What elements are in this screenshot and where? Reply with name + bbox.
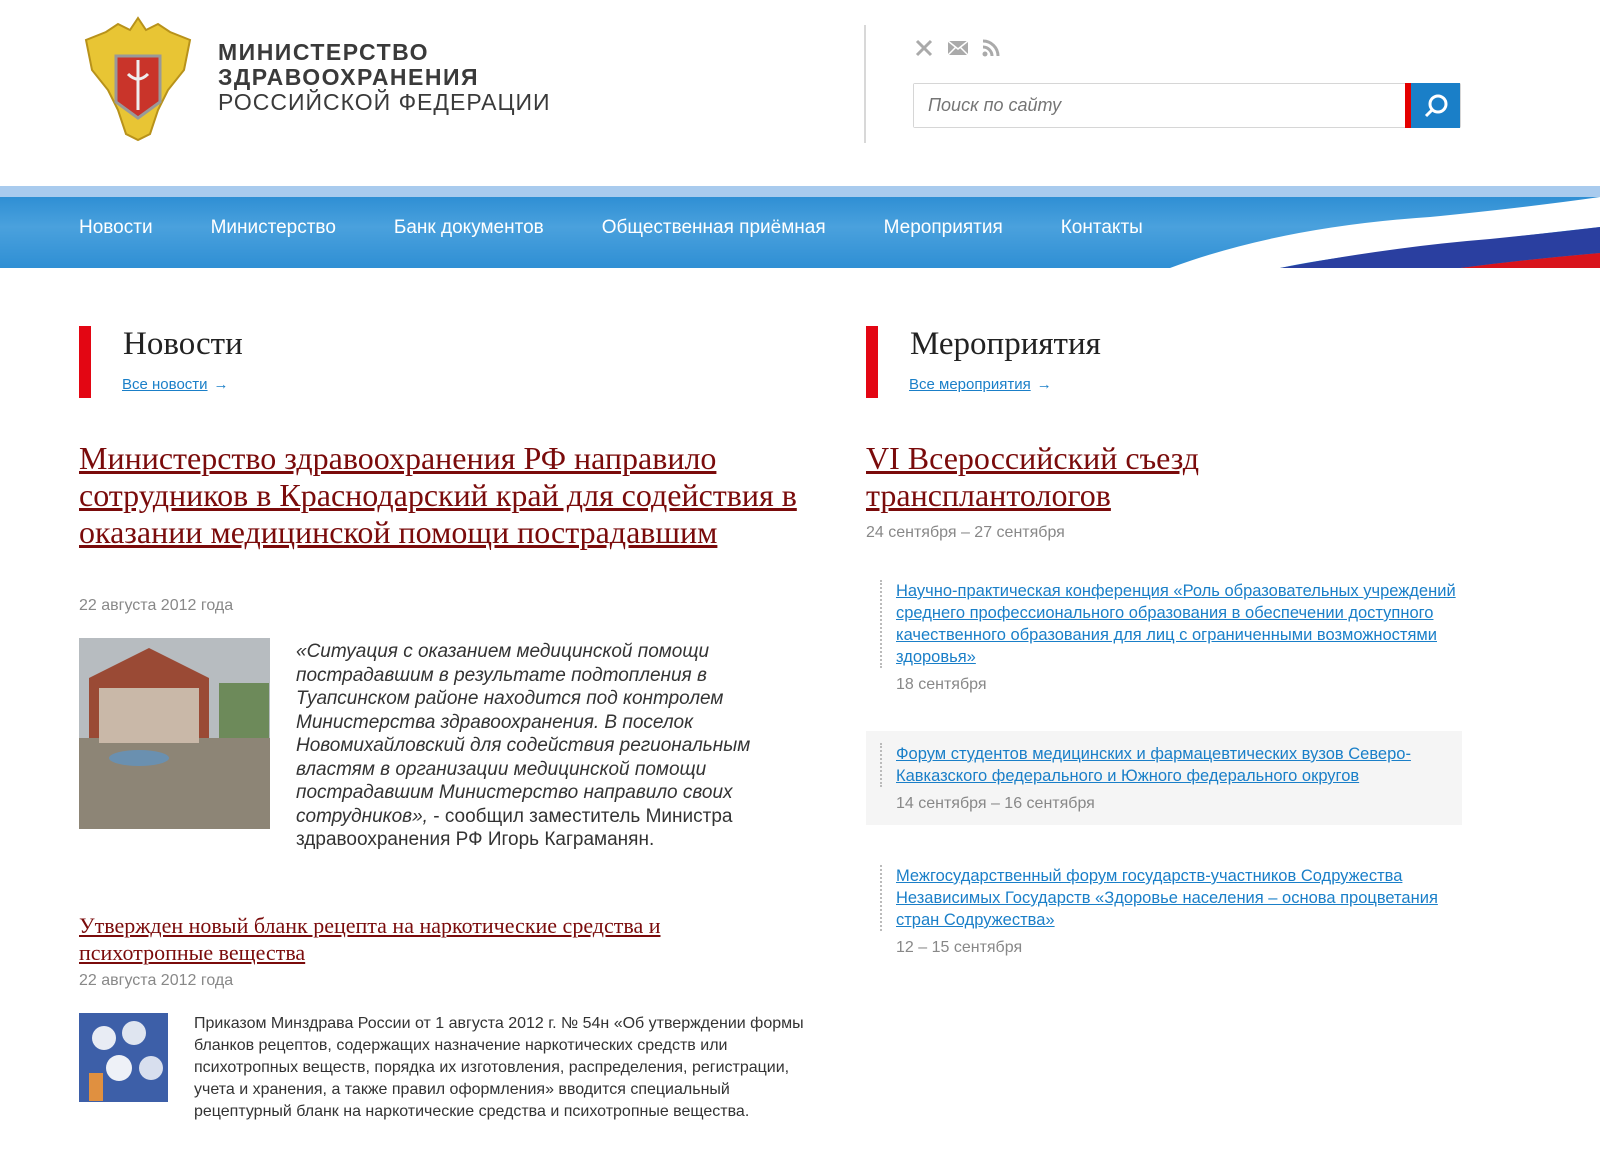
- ministry-name: [218, 40, 551, 115]
- nav-ministry[interactable]: Министерство: [210, 217, 336, 238]
- event-date: 14 сентября – 16 сентября: [896, 795, 1095, 812]
- ministry-emblem-logo[interactable]: [78, 10, 198, 142]
- arrow-right-icon: →: [1036, 376, 1052, 393]
- second-news-date: 22 августа 2012 года: [79, 972, 234, 989]
- brand-line-2: ЗДРАВООХРАНЕНИЯ: [218, 64, 480, 90]
- quote-attribution: - сообщил заместитель Министра здравоохранения РФ Игорь Каграманян.: [296, 805, 733, 850]
- brand-line-3: РОССИЙСКОЙ ФЕДЕРАЦИИ: [218, 89, 551, 115]
- main-news-date: 22 августа 2012 года: [79, 597, 234, 614]
- flood-photo[interactable]: [79, 638, 270, 829]
- event-link[interactable]: Межгосударственный форум государств-участников Содружества Независимых Государств «Здоровье населения – основа процветания стран Содружества»: [880, 865, 1462, 931]
- main-event-headline[interactable]: VI Всероссийский съезд трансплантологов: [866, 440, 1200, 513]
- all-news-link[interactable]: Все новости: [122, 376, 208, 393]
- main-event-date: 24 сентября – 27 сентября: [866, 524, 1065, 541]
- events-section-marker: [866, 326, 878, 398]
- nav-contacts[interactable]: Контакты: [1060, 217, 1143, 238]
- event-date: 18 сентября: [896, 676, 987, 693]
- mail-icon[interactable]: [947, 38, 969, 58]
- event-item: [866, 568, 1462, 706]
- nav-events[interactable]: Мероприятия: [883, 217, 1003, 238]
- header-divider: [864, 25, 866, 143]
- search-button[interactable]: [1405, 83, 1460, 128]
- events-section-title: Мероприятия: [910, 326, 1101, 362]
- search-input[interactable]: [914, 84, 1405, 127]
- main-news-quote: [296, 640, 806, 852]
- event-item: [866, 853, 1462, 969]
- search-icon: [1423, 93, 1449, 119]
- nav-news[interactable]: Новости: [79, 217, 153, 238]
- russian-flag-decoration: [1130, 197, 1600, 268]
- second-news-headline[interactable]: Утвержден новый бланк рецепта на наркотические средства и психотропные вещества: [79, 913, 661, 965]
- nav-reception[interactable]: Общественная приёмная: [601, 217, 826, 238]
- rss-icon[interactable]: [981, 38, 1003, 58]
- news-section-title: Новости: [123, 326, 243, 362]
- brand-line-1: МИНИСТЕРСТВО: [218, 39, 430, 65]
- all-events-link[interactable]: Все мероприятия: [909, 376, 1031, 393]
- sitemap-icon[interactable]: [913, 38, 935, 58]
- nav-documents[interactable]: Банк документов: [393, 217, 544, 238]
- event-date: 12 – 15 сентября: [896, 939, 1023, 956]
- event-link[interactable]: Научно-практическая конференция «Роль образовательных учреждений среднего профессионального образования в обеспечении доступного качественного образования для лиц с ограниченными возможностями здоровья»: [880, 580, 1462, 668]
- event-link[interactable]: Форум студентов медицинских и фармацевтических вузов Северо-Кавказского федерального и Южного федерального округов: [880, 743, 1462, 787]
- arrow-right-icon: →: [213, 376, 229, 393]
- quote-text: «Ситуация с оказанием медицинской помощи пострадавшим в результате подтопления в Туапсинском районе находится под контролем Министерства здравоохранения. В поселок Новомихайловский для содействия региональным властям в организации медицинской помощи пострадавшим Министерство направило своих сотрудников»,: [296, 641, 751, 827]
- second-news-body: Приказом Минздрава России от 1 августа 2012 г. № 54н «Об утверждении формы бланков рецептов, содержащих назначение наркотических средств или психотропных веществ, порядка их изготовления, распределения, регистрации, учета и хранения, а также правил оформления» вводится специальный рецептурный бланк на наркотические средства и психотропные вещества.: [194, 1015, 804, 1120]
- search-box: [913, 83, 1461, 128]
- event-item: [866, 731, 1462, 825]
- main-news-headline[interactable]: Министерство здравоохранения РФ направило сотрудников в Краснодарский край для содействия в оказании медицинской помощи пострадавшим: [79, 440, 797, 550]
- pills-photo[interactable]: [79, 1013, 168, 1102]
- news-section-marker: [79, 326, 91, 398]
